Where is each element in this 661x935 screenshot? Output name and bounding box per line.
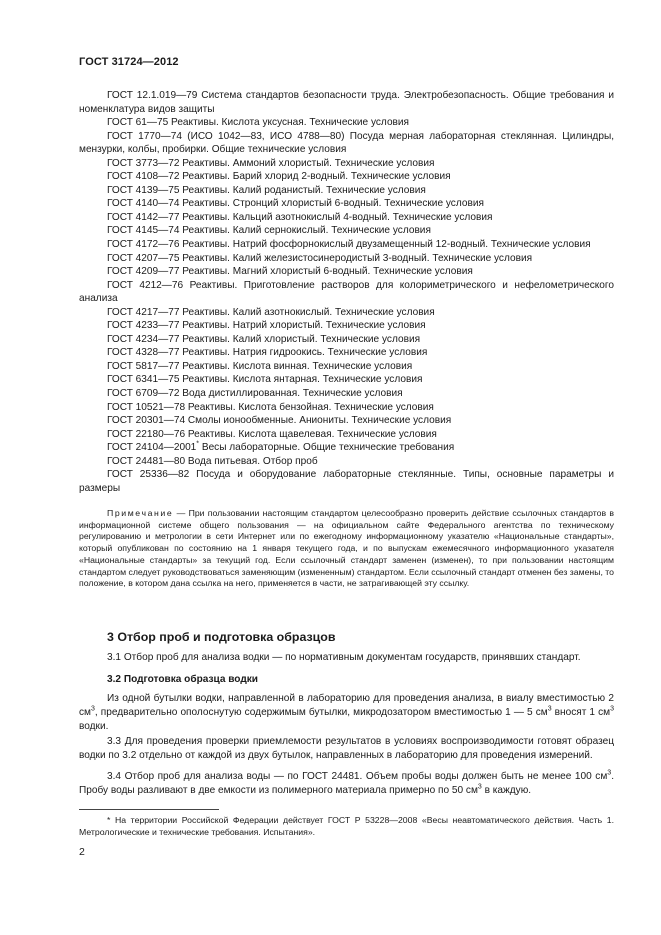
reference-item: ГОСТ 20301—74 Смолы ионообменные. Аниониты. Технические условия [107,415,452,427]
superscript: 3 [607,769,612,777]
reference-item: ГОСТ 1770—74 (ИСО 1042—83, ИСО 4788—80) Посуда мерная лабораторная стеклянная. Цилиндры, мензурки, колбы, пробирки. Общие технические условия [79,130,614,156]
reference-item: ГОСТ 4328—77 Реактивы. Натрия гидроокись. Технические условия [107,347,428,359]
reference-item: ГОСТ 4139—75 Реактивы. Калий роданистый. Технические условия [107,184,426,196]
reference-item: ГОСТ 25336—82 Посуда и оборудование лабораторные стеклянные. Типы, основные параметры и размеры [79,469,614,494]
reference-item: ГОСТ 5817—77 Реактивы. Кислота винная. Технические условия [107,360,413,372]
reference-item: ГОСТ 6709—72 Вода дистиллированная. Технические условия [107,388,403,400]
reference-item: ГОСТ 4217—77 Реактивы. Калий азотнокислый. Технические условия [107,306,435,318]
subsection-heading: 3.2 Подготовка образца водки [107,674,259,685]
reference-item: ГОСТ 4209—77 Реактивы. Магний хлористый 6-водный. Технические условия [107,266,473,278]
reference-code: ГОСТ 24104—2001 [107,442,197,454]
document-header: ГОСТ 31724—2012 [79,56,179,68]
reference-item: ГОСТ 24481—80 Вода питьевая. Отбор проб [107,455,318,467]
reference-item: ГОСТ 3773—72 Реактивы. Аммоний хлористый. Технические условия [107,157,435,169]
superscript: 3 [547,705,552,713]
reference-item: ГОСТ 4145—74 Реактивы. Калий сернокислый. Технические условия [107,225,431,237]
footnote-mark: * [196,440,200,448]
text-run: , предварительно ополоснутую содержимым бутылки, микродозатором вместимостью 1 — 5 см [94,707,548,719]
superscript: 3 [610,705,615,713]
superscript: 3 [477,783,482,791]
reference-item: ГОСТ 4207—75 Реактивы. Калий железистосинеродистый 3-водный. Технические условия [107,252,533,264]
note-block [79,508,614,590]
paragraph-3-1: 3.1 Отбор проб для анализа водки — по нормативным документам государств, принявших стандарт. [107,652,581,663]
reference-item: ГОСТ 10521—78 Реактивы. Кислота бензойная. Технические условия [107,401,434,413]
section-heading: 3 Отбор проб и подготовка образцов [107,630,336,644]
text-run: в каждую. [481,785,532,797]
superscript: 3 [91,705,95,713]
reference-item-24104 [79,441,614,455]
reference-item: ГОСТ 4212—76 Реактивы. Приготовление растворов для колориметрического и нефелометрического анализа [79,279,614,305]
paragraph-3-2 [79,692,614,735]
note-text: — При пользовании настоящим стандартом целесообразно проверить действие ссылочных стандартов в информационной системе общего пользования — на официальном сайте Федерального агентства по техническому регулированию и метрологии в сети Интернет или по ежегодному информационному указателю «Национальные стандарты», который опубликован по состоянию на 1 января текущего года, и по выпускам ежемесячного информационного указателя «Национальные стандарты» за текущий год. Если ссылочный стандарт заменен (изменен), то при пользовании настоящим стандартом следует руководствоваться заменяющим (измененным) стандартом. Если ссылочный стандарт отменен без замены, то положение, в котором дана ссылка на него, применяется в части, не затрагивающей эту ссылку. [79,508,614,589]
text-run: водки. [79,721,109,733]
reference-text: Весы лабораторные. Общие технические требования [199,442,455,454]
text-run: Из одной бутылки водки, направленной в лабораторию для проведения анализа, в виалу вместимостью 2 см [79,693,614,719]
text-run: вносят 1 см [551,707,611,719]
reference-item: ГОСТ 4234—77 Реактивы. Калий хлористый. Технические условия [107,333,421,345]
reference-item: ГОСТ 4108—72 Реактивы. Барий хлорид 2-водный. Технические условия [107,171,451,183]
reference-item: ГОСТ 4172—76 Реактивы. Натрий фосфорнокислый двузамещенный 12-водный. Технические условия [107,239,591,251]
reference-item: ГОСТ 61—75 Реактивы. Кислота уксусная. Технические условия [107,117,410,129]
paragraph-3-3: 3.3 Для проведения проверки приемлемости результатов в условиях воспроизводимости готовят образец водки по 3.2 отдельно от каждой из двух бутылок, направленных в лабораторию для проведения измерений. [79,736,614,762]
reference-list [79,89,614,495]
footnote: * На территории Российской Федерации действует ГОСТ Р 53228—2008 «Весы неавтоматического действия. Часть 1. Метрологические и технические требования. Испытания». [79,815,614,837]
paragraph-3-4 [79,770,614,798]
reference-item: ГОСТ 4140—74 Реактивы. Стронций хлористый 6-водный. Технические условия [107,198,484,210]
reference-item: ГОСТ 6341—75 Реактивы. Кислота янтарная. Технические условия [107,374,423,386]
text-run: . Пробу воды разливают в две емкости из полимерного материала примерно по 50 см [79,771,614,797]
reference-item: ГОСТ 4142—77 Реактивы. Кальций азотнокислый 4-водный. Технические условия [107,211,493,223]
reference-item: ГОСТ 4233—77 Реактивы. Натрий хлористый. Технические условия [107,320,426,332]
text-run: 3.4 Отбор проб для анализа воды — по ГОСТ 24481. Объем пробы воды должен быть не менее 100 см [107,771,608,782]
page-number: 2 [79,846,85,858]
reference-item: ГОСТ 22180—76 Реактивы. Кислота щавелевая. Технические условия [107,428,437,440]
note-label: Примечание [107,508,174,518]
reference-item: ГОСТ 12.1.019—79 Система стандартов безопасности труда. Электробезопасность. Общие требования и номенклатура видов защиты [79,90,614,115]
footnote-divider [79,809,219,810]
